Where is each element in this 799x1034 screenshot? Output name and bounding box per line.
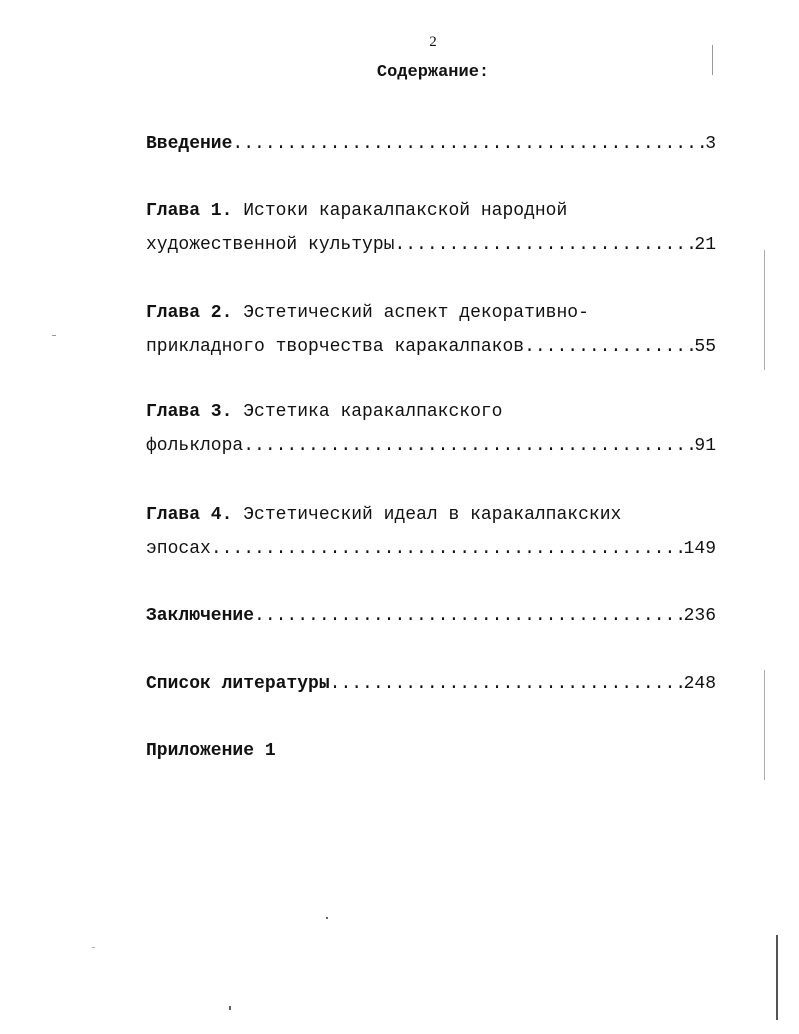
toc-chapter-4-title-line2: эпосах (146, 539, 211, 559)
toc-chapter-1-title-line1: Истоки каракалпакской народной (243, 201, 568, 221)
toc-entry-conclusion[interactable] (146, 599, 716, 633)
toc-leader-dots (394, 228, 694, 262)
toc-leader-dots (232, 127, 705, 161)
toc-label-conclusion: Заключение (146, 606, 255, 626)
toc-leader-dots (524, 330, 694, 364)
toc-page-chapter-1: 21 (694, 235, 716, 255)
scan-mark (764, 670, 765, 780)
toc-leader-dots (254, 599, 684, 633)
toc-entry-appendix[interactable] (146, 734, 716, 768)
scan-mark (764, 250, 765, 370)
scan-speck (326, 917, 328, 919)
toc-chapter-4-title-line1: Эстетический идеал в каракалпакских (243, 505, 622, 525)
toc-chapter-2-title-line1: Эстетический аспект декоративно- (243, 303, 589, 323)
toc-label-bibliography: Список литературы (146, 674, 330, 694)
toc-leader-dots (243, 429, 694, 463)
toc-entry-introduction[interactable] (146, 127, 716, 161)
toc-label-appendix: Приложение 1 (146, 741, 276, 761)
toc-entry-chapter-3[interactable] (146, 395, 716, 463)
scan-speck (92, 947, 95, 948)
toc-chapter-3-title-line2: фольклора (146, 436, 244, 456)
toc-leader-dots (211, 532, 684, 566)
toc-page-introduction: 3 (705, 134, 716, 154)
scan-speck (52, 335, 56, 336)
toc-entry-chapter-4[interactable] (146, 498, 716, 566)
toc-entry-chapter-1[interactable] (146, 194, 716, 262)
page-number: 2 (429, 34, 437, 50)
toc-chapter-2-title-line2: прикладного творчества каракалпаков (146, 337, 525, 357)
toc-chapter-2-prefix: Глава 2. (146, 303, 233, 323)
toc-page-chapter-3: 91 (694, 436, 716, 456)
toc-page-conclusion: 236 (683, 606, 716, 626)
scan-mark (712, 45, 713, 75)
scan-mark (776, 935, 778, 1020)
toc-chapter-4-prefix: Глава 4. (146, 505, 233, 525)
toc-page-chapter-2: 55 (694, 337, 716, 357)
toc-chapter-1-prefix: Глава 1. (146, 201, 233, 221)
toc-label-introduction: Введение (146, 134, 233, 154)
toc-page-bibliography: 248 (683, 674, 716, 694)
toc-chapter-3-prefix: Глава 3. (146, 402, 233, 422)
toc-page-chapter-4: 149 (683, 539, 716, 559)
scan-speck (229, 1006, 231, 1010)
toc-chapter-1-title-line2: художественной культуры (146, 235, 395, 255)
page-title: Содержание: (376, 63, 490, 82)
toc-entry-chapter-2[interactable] (146, 296, 716, 364)
toc-leader-dots (330, 667, 684, 701)
toc-chapter-3-title-line1: Эстетика каракалпакского (243, 402, 503, 422)
toc-entry-bibliography[interactable] (146, 667, 716, 701)
